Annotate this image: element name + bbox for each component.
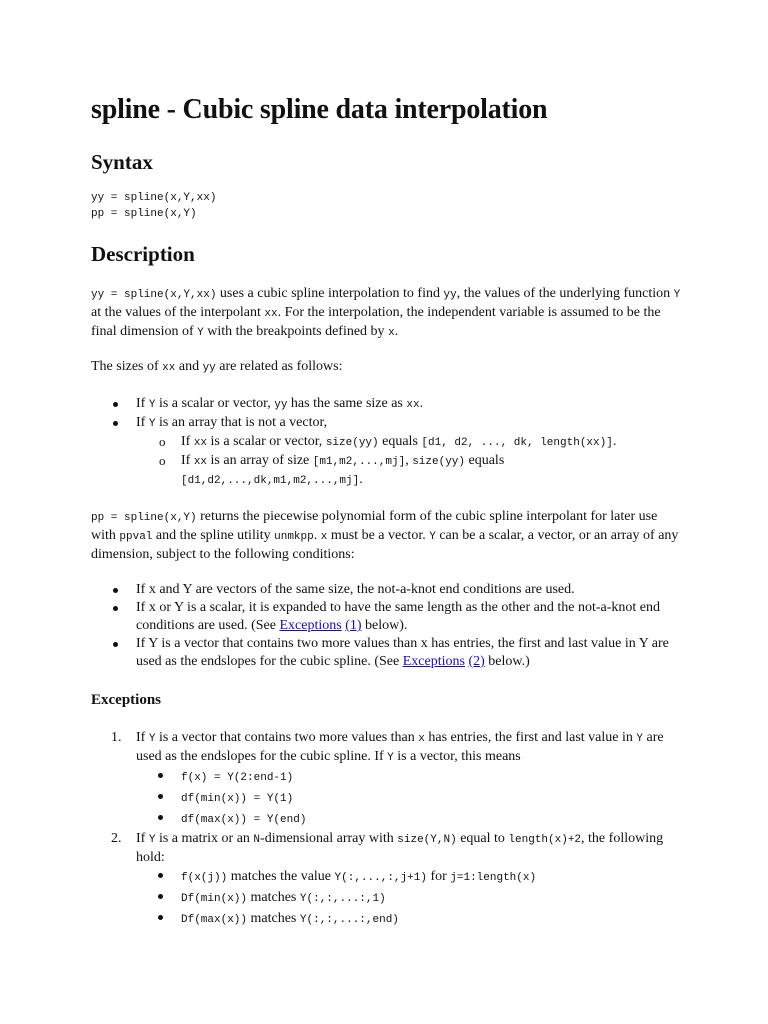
sub-list-item: Df(min(x)) matches Y(:,:,...:,1) xyxy=(91,888,681,909)
sub-list-item: o If xx is an array of size [m1,m2,...,mj], size(yy) equals [d1,d2,...,dk,m1,m2,...,mj]. xyxy=(159,453,505,487)
size-rules-list xyxy=(91,395,681,490)
list-item: 2. If Y is a matrix or an N-dimensional array with size(Y,N) equal to length(x)+2, the following hold: xyxy=(111,831,664,865)
list-item: If Y is an array that is not a vector, xyxy=(91,414,681,433)
list-item: If Y is a scalar or vector, yy has the same size as xx. xyxy=(91,395,681,414)
sub-list-item: f(x) = Y(2:end-1) xyxy=(91,767,681,788)
syntax-code xyxy=(91,190,216,222)
bullet-icon xyxy=(113,402,118,407)
syntax-heading: Syntax xyxy=(91,150,153,174)
conditions-list xyxy=(91,581,681,671)
exceptions-link[interactable]: Exceptions xyxy=(279,618,342,633)
sub-list-item: f(x(j)) matches the value Y(:,...,:,j+1) for j=1:length(x) xyxy=(91,867,681,888)
bullet-icon xyxy=(158,815,163,820)
bullet-icon xyxy=(113,421,118,426)
bullet-icon xyxy=(158,894,163,899)
description-paragraph-2: The sizes of xx and yy are related as follows: xyxy=(91,359,343,374)
list-item: If x or Y is a scalar, it is expanded to have the same length as the other and the not-a-knot end conditions are used. (See Exceptions (1) below). xyxy=(91,599,681,635)
description-heading: Description xyxy=(91,242,195,266)
bullet-icon xyxy=(158,773,163,778)
list-item: 1. If Y is a vector that contains two more values than x has entries, the first and last value in Y are used as the endslopes for the cubic spline. If Y is a vector, this means xyxy=(111,730,664,764)
description-paragraph-3: pp = spline(x,Y) returns the piecewise polynomial form of the cubic spline interpolant for later use with ppval and the spline utility unmkpp. x must be a vector. Y can be a scalar, a vector, or an array of any dimension, subject to the following conditions: xyxy=(91,509,679,562)
bullet-icon xyxy=(113,588,118,593)
exception-1-link[interactable]: (1) xyxy=(345,618,362,633)
bullet-icon xyxy=(113,642,118,647)
exceptions-list xyxy=(91,729,681,930)
circle-bullet-icon: o xyxy=(159,453,166,468)
exceptions-heading: Exceptions xyxy=(91,692,162,708)
circle-bullet-icon: o xyxy=(159,434,166,449)
sub-list-item: df(max(x)) = Y(end) xyxy=(91,809,681,830)
list-item: If Y is a vector that contains two more values than x has entries, the first and last value in Y are used as the endslopes for the cubic spline. (See Exceptions (2) below.) xyxy=(91,635,681,671)
page-title: spline - Cubic spline data interpolation xyxy=(91,94,548,125)
syntax-line-2: pp = spline(x,Y) xyxy=(91,208,197,220)
syntax-line-1: yy = spline(x,Y,xx) xyxy=(91,192,217,204)
bullet-icon xyxy=(158,794,163,799)
exceptions-link[interactable]: Exceptions xyxy=(402,654,465,669)
sub-list-item: df(min(x)) = Y(1) xyxy=(91,788,681,809)
description-paragraph-1: yy = spline(x,Y,xx) uses a cubic spline interpolation to find yy, the values of the underlying function Y at the values of the interpolant xx. For the interpolation, the independent variable is assumed to be the final dimension of Y with the breakpoints defined by x. xyxy=(91,286,681,339)
bullet-icon xyxy=(113,606,118,611)
list-item: If x and Y are vectors of the same size, the not-a-knot end conditions are used. xyxy=(91,581,681,599)
list-number: 1. xyxy=(111,730,122,745)
list-number: 2. xyxy=(111,831,122,846)
bullet-icon xyxy=(158,915,163,920)
sub-list-item: Df(max(x)) matches Y(:,:,...:,end) xyxy=(91,909,681,930)
exception-2-link[interactable]: (2) xyxy=(468,654,485,669)
bullet-icon xyxy=(158,873,163,878)
sub-list-item: o If xx is a scalar or vector, size(yy) equals [d1, d2, ..., dk, length(xx)]. xyxy=(159,434,617,449)
